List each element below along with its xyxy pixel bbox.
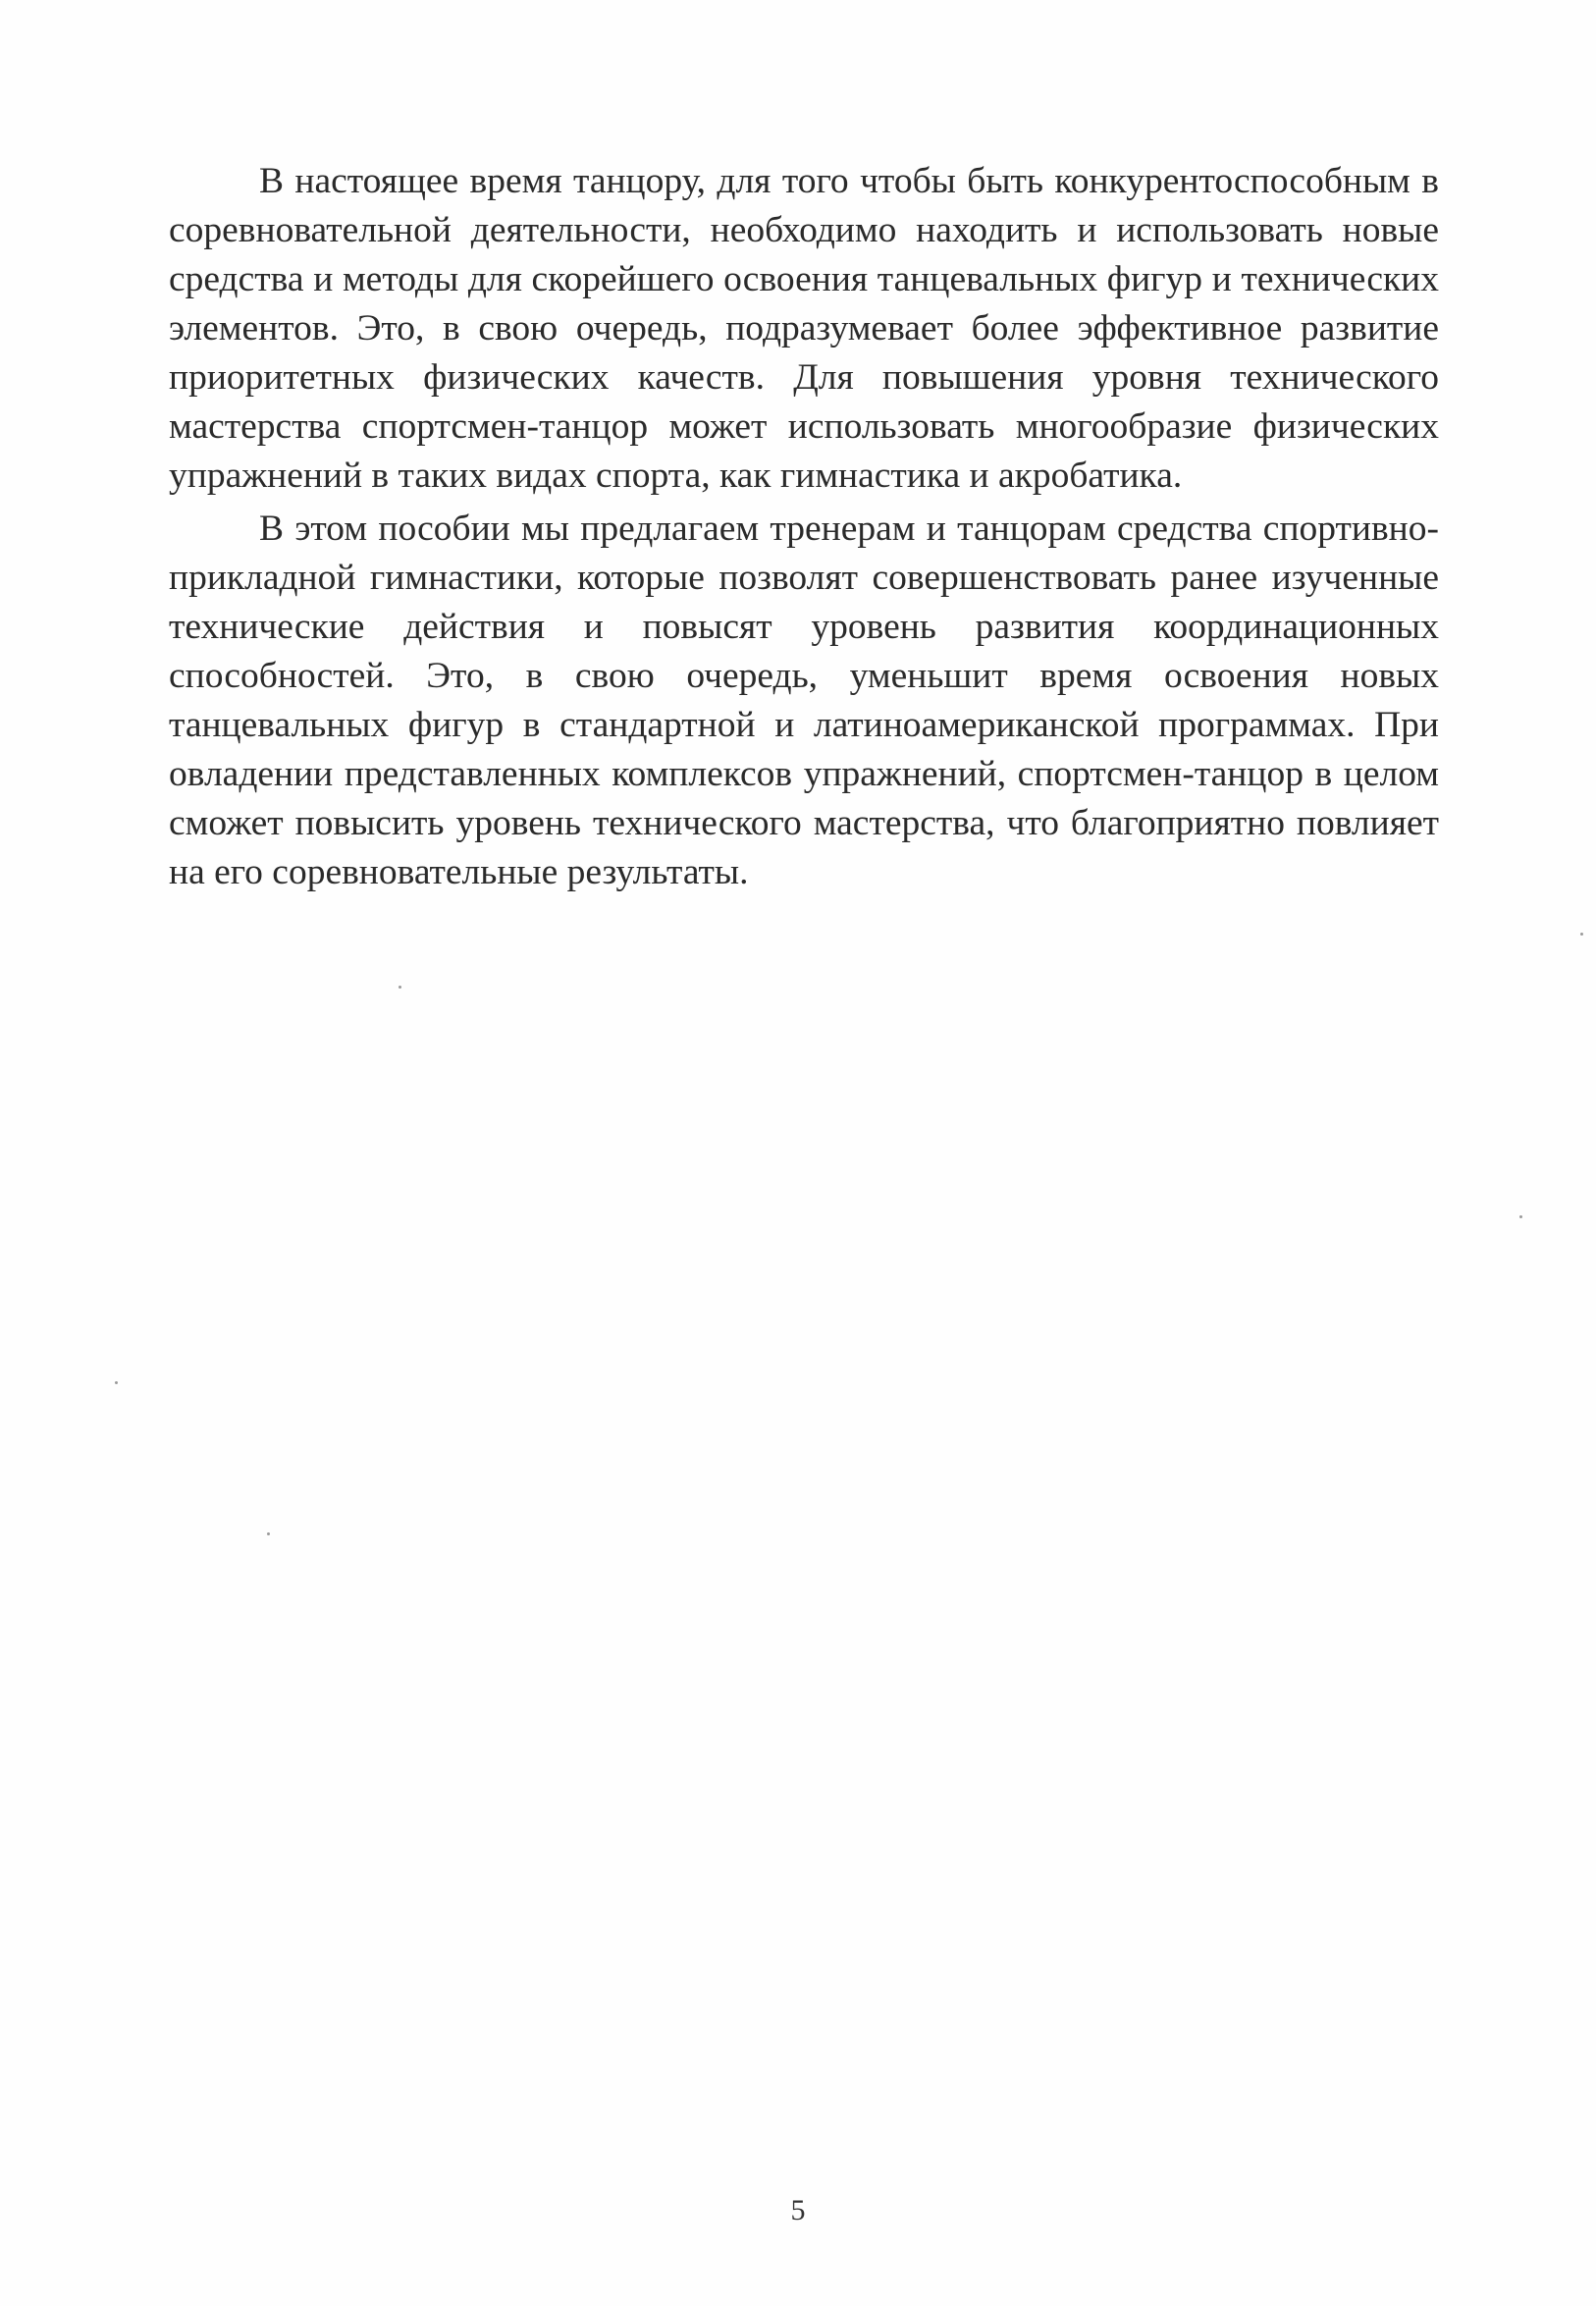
body-text bbox=[169, 157, 1439, 897]
scan-speck bbox=[1519, 1215, 1522, 1218]
page-number: 5 bbox=[790, 2194, 806, 2226]
scan-speck bbox=[1580, 933, 1583, 936]
paragraph-2: В этом пособии мы предлагаем тренерам и танцорам средства спортивно-прикладной гимнастики, которые позволят совершенствовать ранее изученные технические действия и повысят уровень развития координационных способностей. Это, в свою очередь, уменьшит время освоения новых танцевальных фигур в стандартной и латиноамериканской программах. При овладении представленных комплексов упражнений, спортсмен-танцор в целом сможет повысить уровень технического мастерства, что благоприятно повлияет на его соревновательные результаты. bbox=[169, 509, 1439, 892]
scan-speck bbox=[115, 1381, 118, 1384]
scan-speck bbox=[267, 1532, 270, 1535]
paragraph-1: В настоящее время танцору, для того чтобы быть конкурентоспособным в соревновательной деятельности, необходимо находить и использовать новые средства и методы для скорейшего освоения танцевальных фигур и технических элементов. Это, в свою очередь, подразумевает более эффективное развитие приоритетных физических качеств. Для повышения уровня технического мастерства спортсмен-танцор может использовать многообразие физических упражнений в таких видах спорта, как гимнастика и акробатика. bbox=[169, 161, 1439, 496]
scan-speck bbox=[399, 986, 401, 989]
